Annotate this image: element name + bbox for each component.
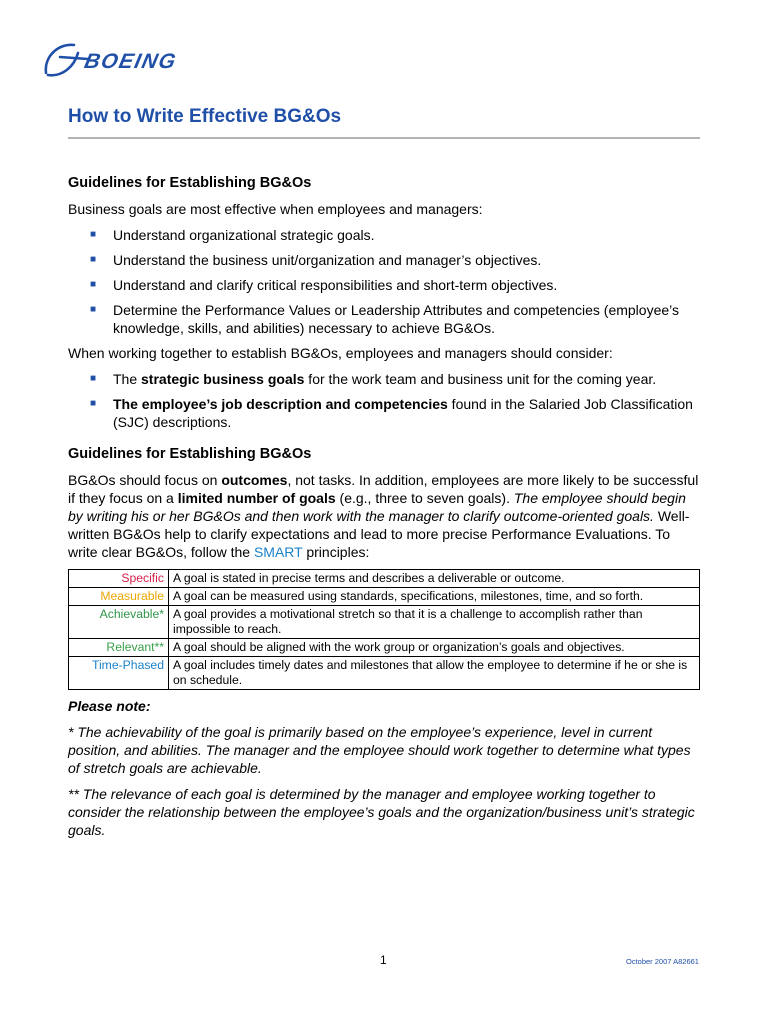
table-row xyxy=(69,588,700,606)
table-row xyxy=(69,657,700,690)
smart-table xyxy=(68,569,700,690)
consider-intro: When working together to establish BG&Os, employees and managers should consider: xyxy=(68,345,613,361)
smart-description: A goal should be aligned with the work group or organization’s goals and objectives. xyxy=(169,639,700,657)
smart-paragraph: BG&Os should focus on outcomes, not tasks. In addition, employees are more likely to be successful if they focus on a limited number of goals (e.g., three to seven goals). The employee should begin by writing his or her BG&Os and then work with the manager to clarify outcome-oriented goals. Well-written BG&Os help to clarify expectations and lead to more precise Performance Evaluations. To write clear BG&Os, follow the SMART principles: xyxy=(68,472,699,560)
section-intro: Business goals are most effective when employees and managers: xyxy=(68,201,483,217)
list-item: ■ The strategic business goals for the work team and business unit for the coming year. xyxy=(90,371,657,387)
list-item: ■ Understand and clarify critical responsibilities and short-term objectives. xyxy=(90,277,558,293)
list-item: ■ Determine the Performance Values or Leadership Attributes and competencies (employee’s knowledge, skills, and abilities) necessary to achieve BG&Os. xyxy=(90,302,680,336)
smart-term: Relevant** xyxy=(69,639,169,657)
footer-date-code: October 2007 A82661 xyxy=(626,957,699,966)
smart-description: A goal is stated in precise terms and describes a deliverable or outcome. xyxy=(169,570,700,588)
consider-bullet-list xyxy=(68,370,702,431)
section-heading: Guidelines for Establishing BG&Os xyxy=(68,446,312,462)
document-body xyxy=(68,174,702,847)
section-heading: Guidelines for Establishing BG&Os xyxy=(68,175,312,191)
list-item: ■ Understand the business unit/organization and manager’s objectives. xyxy=(90,252,542,268)
note-achievable: * The achievability of the goal is primarily based on the employee’s experience, level in current position, and abilities. The manager and the employee should work together to determine what types of stretch goals are achievable. xyxy=(68,724,691,776)
bullet-icon: ■ xyxy=(90,254,97,265)
bullet-icon: ■ xyxy=(90,304,97,315)
boeing-logo xyxy=(40,37,230,83)
smart-term: Measurable xyxy=(69,588,169,606)
table-row xyxy=(69,639,700,657)
bullet-icon: ■ xyxy=(90,279,97,290)
smart-term: Specific xyxy=(69,570,169,588)
title-divider xyxy=(68,137,700,139)
smart-term: Time-Phased xyxy=(69,657,169,690)
table-row xyxy=(69,606,700,639)
bullet-icon: ■ xyxy=(90,373,97,384)
bullet-icon: ■ xyxy=(90,398,97,409)
page-number: 1 xyxy=(380,953,387,967)
smart-link[interactable]: SMART xyxy=(253,544,303,560)
table-row xyxy=(69,570,700,588)
page-title: How to Write Effective BG&Os xyxy=(68,106,342,127)
notes-heading: Please note: xyxy=(68,698,151,714)
list-item: ■ The employee’s job description and competencies found in the Salaried Job Classification (SJC) descriptions. xyxy=(90,396,693,430)
smart-description: A goal includes timely dates and milestones that allow the employee to determine if he or she is on schedule. xyxy=(169,657,700,690)
note-relevant: ** The relevance of each goal is determined by the manager and employee working together to consider the relationship between the employee’s goals and the organization/business unit’s strategic goals. xyxy=(68,786,695,838)
smart-description: A goal provides a motivational stretch so that it is a challenge to accomplish rather than impossible to reach. xyxy=(169,606,700,639)
goals-bullet-list xyxy=(68,226,702,337)
list-item: ■ Understand organizational strategic goals. xyxy=(90,227,375,243)
boeing-logo-text: BOEING xyxy=(82,50,179,73)
smart-description: A goal can be measured using standards, specifications, milestones, time, and so forth. xyxy=(169,588,700,606)
smart-term: Achievable* xyxy=(69,606,169,639)
bullet-icon: ■ xyxy=(90,229,97,240)
